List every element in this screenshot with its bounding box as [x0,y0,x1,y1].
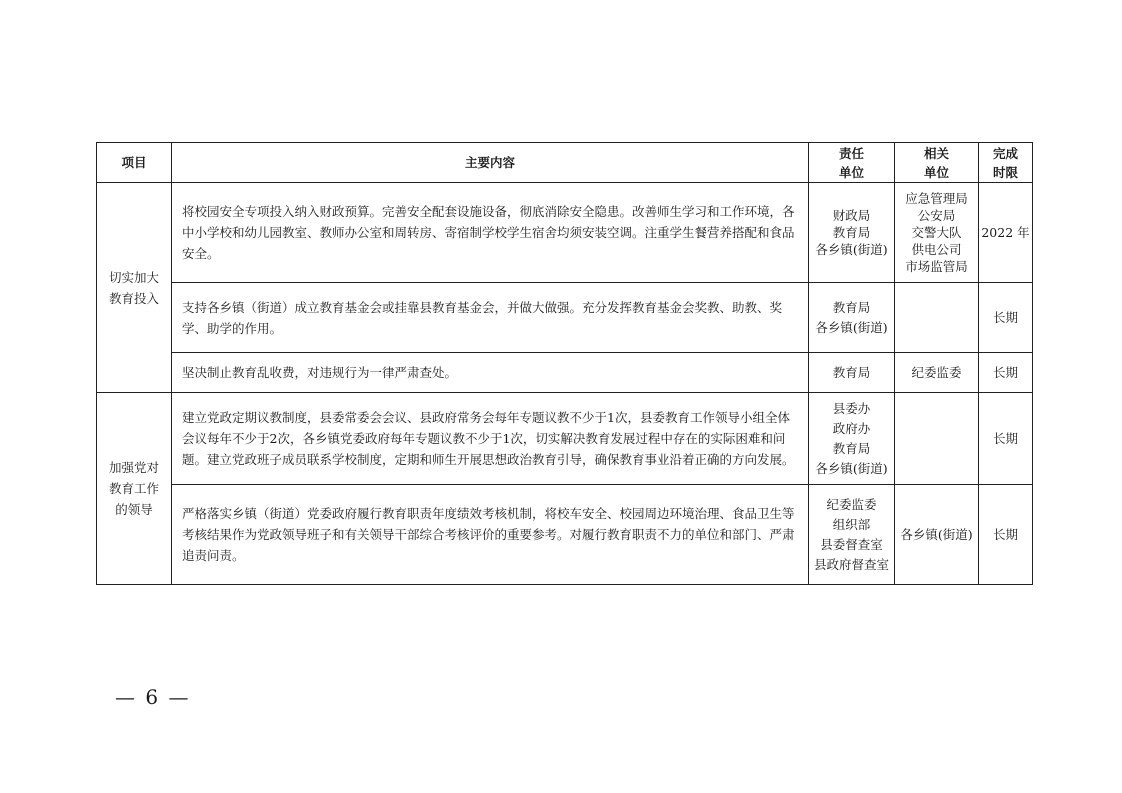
deadline-cell: 2022 年 [979,183,1033,283]
responsible-line: 教育局 [832,299,871,315]
project-cell [97,393,172,585]
table-row [97,353,1033,393]
header-deadline-line: 时限 [992,164,1018,180]
header-content: 主要内容 [172,143,809,183]
project-line: 教育投入 [108,290,159,306]
related-cell [895,393,979,485]
related-line: 市场监管局 [905,259,968,274]
responsible-line: 教育局 [832,440,871,456]
content-cell: 建立党政定期议教制度，县委常委会会议、县政府常务会每年专题议教不少于1次，县委教育工作领导小组全体会议每年不少于2次，各乡镇党委政府每年专题议教不少于1次，切实解决教育发展过程中存在的实际困难和问题。建立党政班子成员联系学校制度，定期和师生开展思想政治教育引导，确保教育事业沿着正确的方向发展。 [172,393,809,485]
responsible-line: 政府办 [832,420,871,436]
responsible-line: 组织部 [832,516,871,532]
header-project: 项目 [97,143,172,183]
related-line: 交警大队 [911,225,962,240]
header-responsible-line: 责任 [838,145,864,161]
responsible-line: 教育局 [832,225,871,240]
header-row [97,143,1033,183]
page-number: — 6 — [115,685,191,709]
project-line: 教育工作 [108,481,159,496]
deadline-cell: 长期 [979,393,1033,485]
header-responsible-line: 单位 [838,164,864,180]
header-related-line: 单位 [923,164,949,180]
related-line: 公安局 [917,208,956,223]
responsible-line: 县政府督查室 [813,556,889,572]
responsible-line: 县委办 [832,400,871,416]
project-line: 切实加大 [108,269,159,285]
responsible-cell [809,283,895,353]
project-line: 加强党对 [108,460,159,475]
responsible-cell [809,393,895,485]
responsibility-table [96,142,1033,585]
project-cell [97,183,172,393]
responsible-cell [809,183,895,283]
deadline-cell: 长期 [979,485,1033,585]
project-line: 的领导 [115,502,153,517]
responsible-cell: 教育局 [809,353,895,393]
content-cell: 支持各乡镇（街道）成立教育基金会或挂靠县教育基金会，并做大做强。充分发挥教育基金会奖教、助教、奖学、助学的作用。 [172,283,809,353]
related-cell: 各乡镇(街道) [895,485,979,585]
header-deadline [979,143,1033,183]
header-deadline-line: 完成 [992,145,1018,161]
related-cell: 纪委监委 [895,353,979,393]
deadline-cell: 长期 [979,353,1033,393]
header-related-line: 相关 [923,145,949,161]
content-cell: 严格落实乡镇（街道）党委政府履行教育职责年度绩效考核机制，将校车安全、校园周边环境治理、食品卫生等考核结果作为党政领导班子和有关领导干部综合考核评价的重要参考。对履行教育职责不力的单位和部门、严肃追责问责。 [172,485,809,585]
related-line: 应急管理局 [905,191,968,206]
responsible-line: 县委督查室 [820,536,883,552]
header-responsible [809,143,895,183]
related-cell [895,283,979,353]
responsible-line: 各乡镇(街道) [815,242,888,257]
table-row [97,485,1033,585]
table-row [97,283,1033,353]
related-cell [895,183,979,283]
content-cell: 将校园安全专项投入纳入财政预算。完善安全配套设施设备，彻底消除安全隐患。改善师生学习和工作环境，各中小学校和幼儿园教室、教师办公室和周转房、寄宿制学校学生宿舍均须安装空调。注重学生餐营养搭配和食品安全。 [172,183,809,283]
header-related [895,143,979,183]
responsible-line: 财政局 [832,208,871,223]
related-line: 供电公司 [911,242,962,257]
table-row [97,183,1033,283]
deadline-cell: 长期 [979,283,1033,353]
table-row [97,393,1033,485]
responsible-line: 各乡镇(街道) [815,319,888,335]
responsible-line: 纪委监委 [826,496,877,512]
responsible-line: 各乡镇(街道) [815,460,888,476]
responsible-cell [809,485,895,585]
content-cell: 坚决制止教育乱收费，对违规行为一律严肃查处。 [172,353,809,393]
